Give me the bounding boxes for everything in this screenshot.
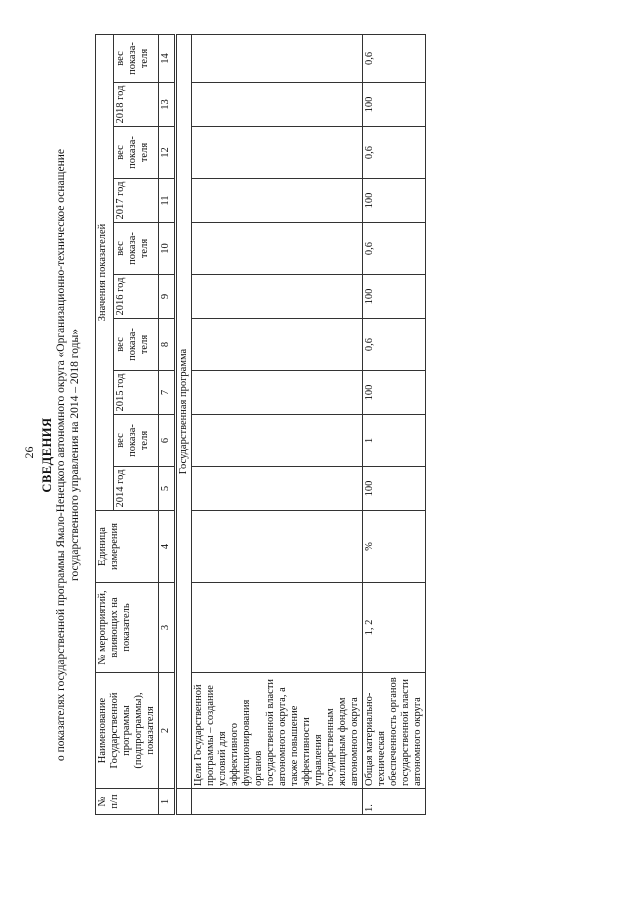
column-number: 13 <box>159 83 176 127</box>
goal-empty-cell <box>192 127 363 179</box>
section-title: Государственная программа <box>176 34 192 788</box>
indicator-row <box>363 34 426 814</box>
header-year-2018: 2018 год <box>113 83 159 127</box>
column-number: 3 <box>159 583 176 673</box>
row-unit: % <box>363 511 426 583</box>
column-number: 5 <box>159 467 176 511</box>
goal-empty-cell <box>192 511 363 583</box>
row-weight-2015: 0,6 <box>363 319 426 371</box>
goal-empty-cell <box>192 179 363 223</box>
header-weight-2016: вес показа-теля <box>113 223 159 275</box>
column-number: 8 <box>159 319 176 371</box>
column-number: 7 <box>159 371 176 415</box>
header-weight-2018: вес показа-теля <box>113 34 159 82</box>
row-measures: 1, 2 <box>363 583 426 673</box>
indicators-table <box>95 34 426 815</box>
column-number: 10 <box>159 223 176 275</box>
goal-empty-cell <box>192 34 363 82</box>
page-number: 26 <box>22 446 36 459</box>
section-row <box>176 34 192 814</box>
goal-empty-cell <box>192 275 363 319</box>
goal-empty-cell <box>192 223 363 275</box>
row-weight-2016: 0,6 <box>363 223 426 275</box>
header-unit: Единица измерения <box>96 511 159 583</box>
row-no: 1. <box>363 789 426 815</box>
row-value-2016: 100 <box>363 275 426 319</box>
column-number: 12 <box>159 127 176 179</box>
column-number: 11 <box>159 179 176 223</box>
header-weight-2017: вес показа-теля <box>113 127 159 179</box>
row-value-2017: 100 <box>363 179 426 223</box>
header-values-group: Значения показателей <box>96 34 114 510</box>
row-weight-2017: 0,6 <box>363 127 426 179</box>
row-value-2015: 100 <box>363 371 426 415</box>
row-value-2018: 100 <box>363 83 426 127</box>
column-number: 9 <box>159 275 176 319</box>
goal-empty-cell <box>192 319 363 371</box>
header-weight-2014: вес показа-теля <box>113 415 159 467</box>
header-name: Наименование Государственной программы (подпрограммы), показателя <box>96 673 159 789</box>
document-title: СВЕДЕНИЯ <box>40 417 54 493</box>
column-number: 2 <box>159 673 176 789</box>
goal-empty-cell <box>192 371 363 415</box>
goal-empty-cell <box>192 583 363 673</box>
header-row-1 <box>96 34 114 814</box>
document-heading <box>40 85 82 825</box>
row-weight-2018: 0,6 <box>363 34 426 82</box>
header-no: № п/п <box>96 789 159 815</box>
goal-row <box>192 34 363 814</box>
header-year-2014: 2014 год <box>113 467 159 511</box>
row-value-2014: 100 <box>363 467 426 511</box>
goal-empty-cell <box>192 467 363 511</box>
row-name: Общая материально-техническая обеспеченность органов государственной власти автономного округа <box>363 673 426 789</box>
header-measures: № мероприятий, влияющих на показатель <box>96 583 159 673</box>
header-year-2016: 2016 год <box>113 275 159 319</box>
header-weight-2015: вес показа-теля <box>113 319 159 371</box>
header-year-2017: 2017 год <box>113 179 159 223</box>
goal-empty-cell <box>192 415 363 467</box>
goal-empty-cell <box>192 789 363 815</box>
column-number: 1 <box>159 789 176 815</box>
column-number: 6 <box>159 415 176 467</box>
document-subtitle-line-1: о показателях государственной программы Ямало-Ненецкого автономного округа «Организационно-техническое оснащение <box>55 148 67 762</box>
column-number: 14 <box>159 34 176 82</box>
document-subtitle-line-2: государственного управления на 2014 – 2018 годы» <box>69 329 81 581</box>
column-number: 4 <box>159 511 176 583</box>
header-year-2015: 2015 год <box>113 371 159 415</box>
column-number-row <box>159 34 176 814</box>
goal-text: Цели Государственной программы – создание условий для эффективного функционирования органов государственной власти автономного округа, а также повышение эффективности управления государственным жилищным фондом автономного округа <box>192 673 363 789</box>
goal-empty-cell <box>192 83 363 127</box>
section-empty-cell <box>176 789 192 815</box>
row-weight-2014: 1 <box>363 415 426 467</box>
